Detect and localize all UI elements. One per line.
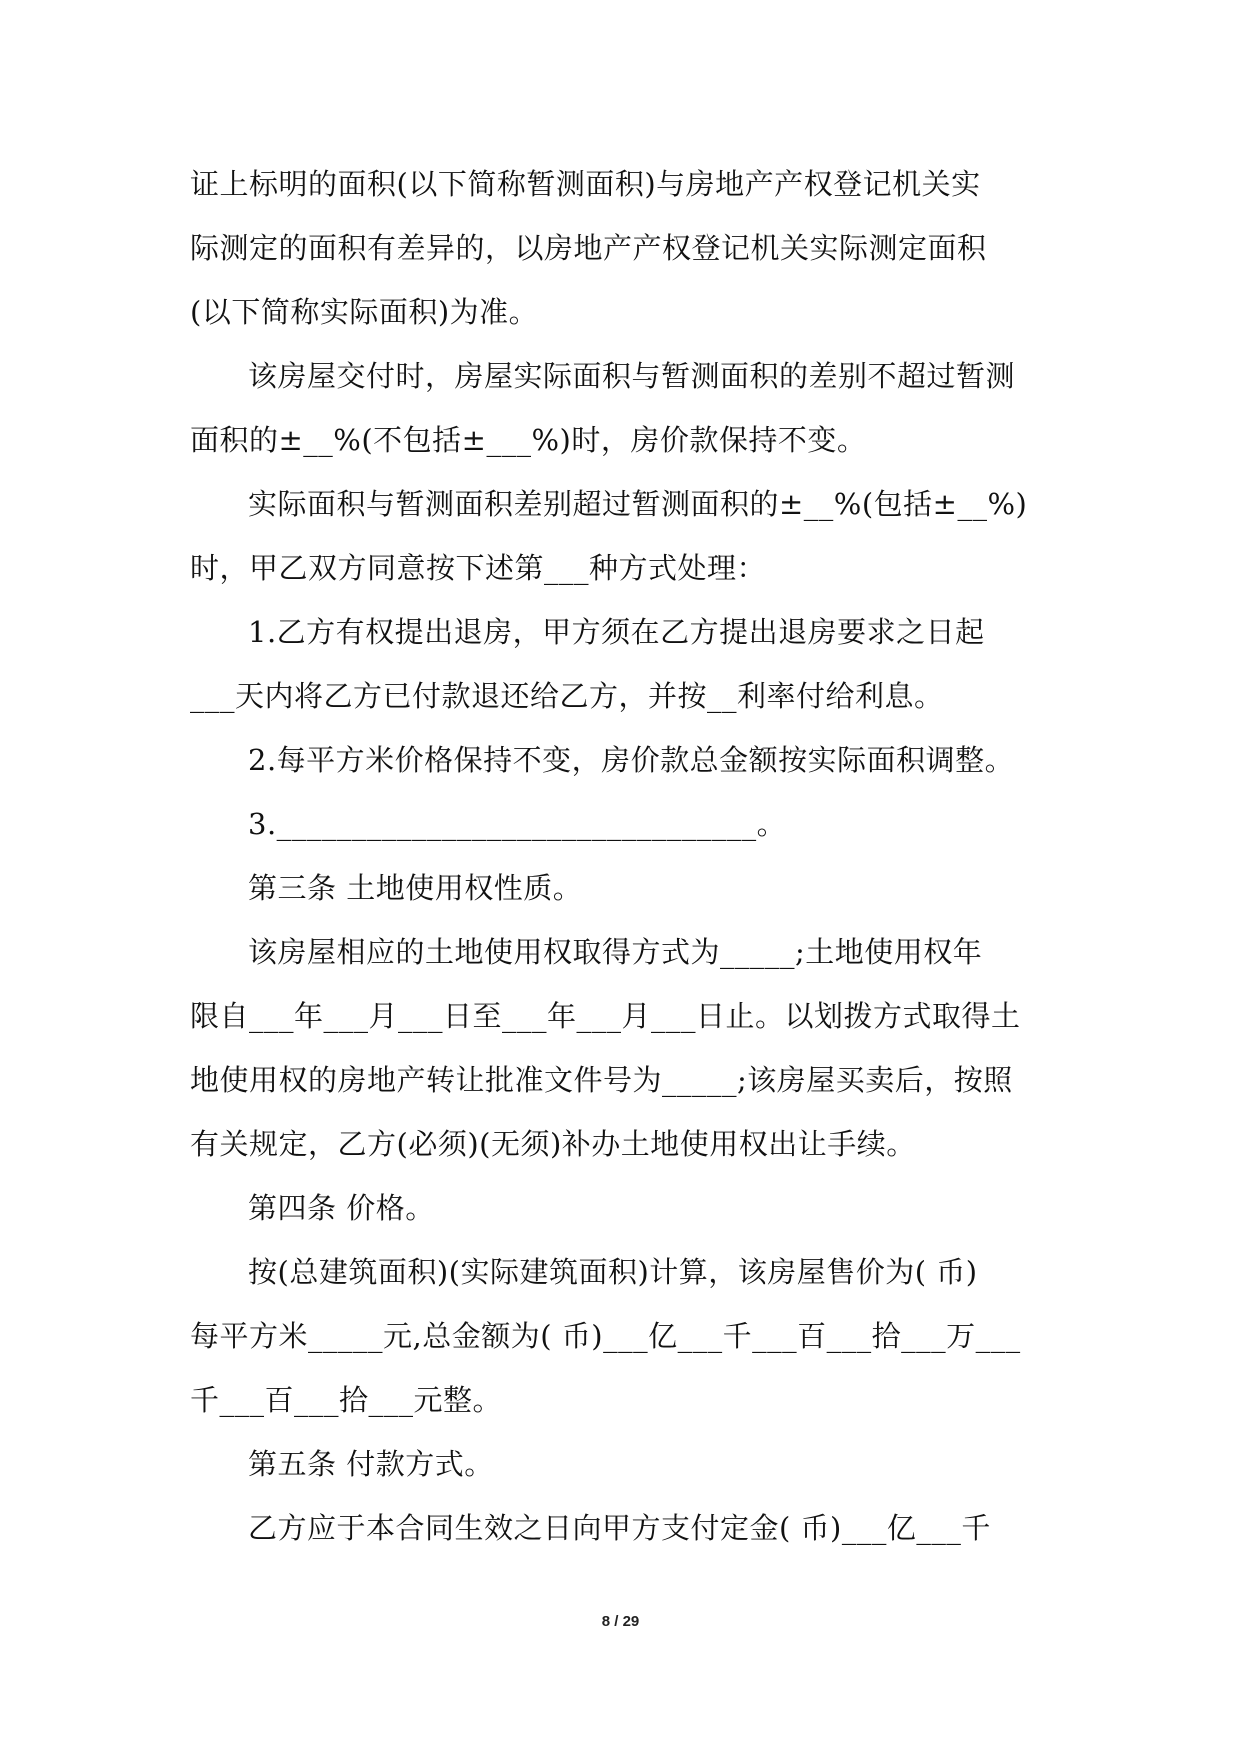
paragraph-start: 该房屋相应的土地使用权取得方式为_____;土地使用权年 [248,935,983,969]
list-item-3: 3.________________________________。 [248,807,787,841]
article-heading-3: 第三条 土地使用权性质。 [248,871,583,905]
paragraph-start: 该房屋交付时，房屋实际面积与暂测面积的差别不超过暂测 [248,359,1016,393]
text-line: 面积的±__%(不包括±___%)时，房价款保持不变。 [190,423,867,457]
list-item-1: 1.乙方有权提出退房，甲方须在乙方提出退房要求之日起 [248,615,985,649]
paragraph-start: 实际面积与暂测面积差别超过暂测面积的±__%(包括±__%) [248,487,1028,521]
text-line: 限自___年___月___日至___年___月___日止。以划拨方式取得土 [190,999,1021,1033]
text-line: 证上标明的面积(以下简称暂测面积)与房地产产权登记机关实 [190,167,981,201]
list-item-2: 2.每平方米价格保持不变，房价款总金额按实际面积调整。 [248,743,1015,777]
text-line: 地使用权的房地产转让批准文件号为_____;该房屋买卖后，按照 [190,1063,1013,1097]
text-line: (以下简称实际面积)为准。 [190,295,539,329]
article-heading-4: 第四条 价格。 [248,1191,435,1225]
paragraph-start: 乙方应于本合同生效之日向甲方支付定金( 币)___亿___千 [248,1511,991,1545]
text-line: 际测定的面积有差异的，以房地产产权登记机关实际测定面积 [190,231,987,265]
text-line: 千___百___拾___元整。 [190,1383,503,1417]
text-line: 有关规定，乙方(必须)(无须)补办土地使用权出让手续。 [190,1127,916,1161]
text-line: 时，甲乙双方同意按下述第___种方式处理： [190,551,767,585]
paragraph-start: 按(总建筑面积)(实际建筑面积)计算，该房屋售价为( 币) [248,1255,978,1289]
text-line: 每平方米_____元,总金额为( 币)___亿___千___百___拾___万___ [190,1319,1021,1353]
article-heading-5: 第五条 付款方式。 [248,1447,494,1481]
contract-body [190,152,1070,1560]
page-number: 8 / 29 [601,1613,640,1630]
text-line: ___天内将乙方已付款退还给乙方，并按__利率付给利息。 [190,679,944,713]
